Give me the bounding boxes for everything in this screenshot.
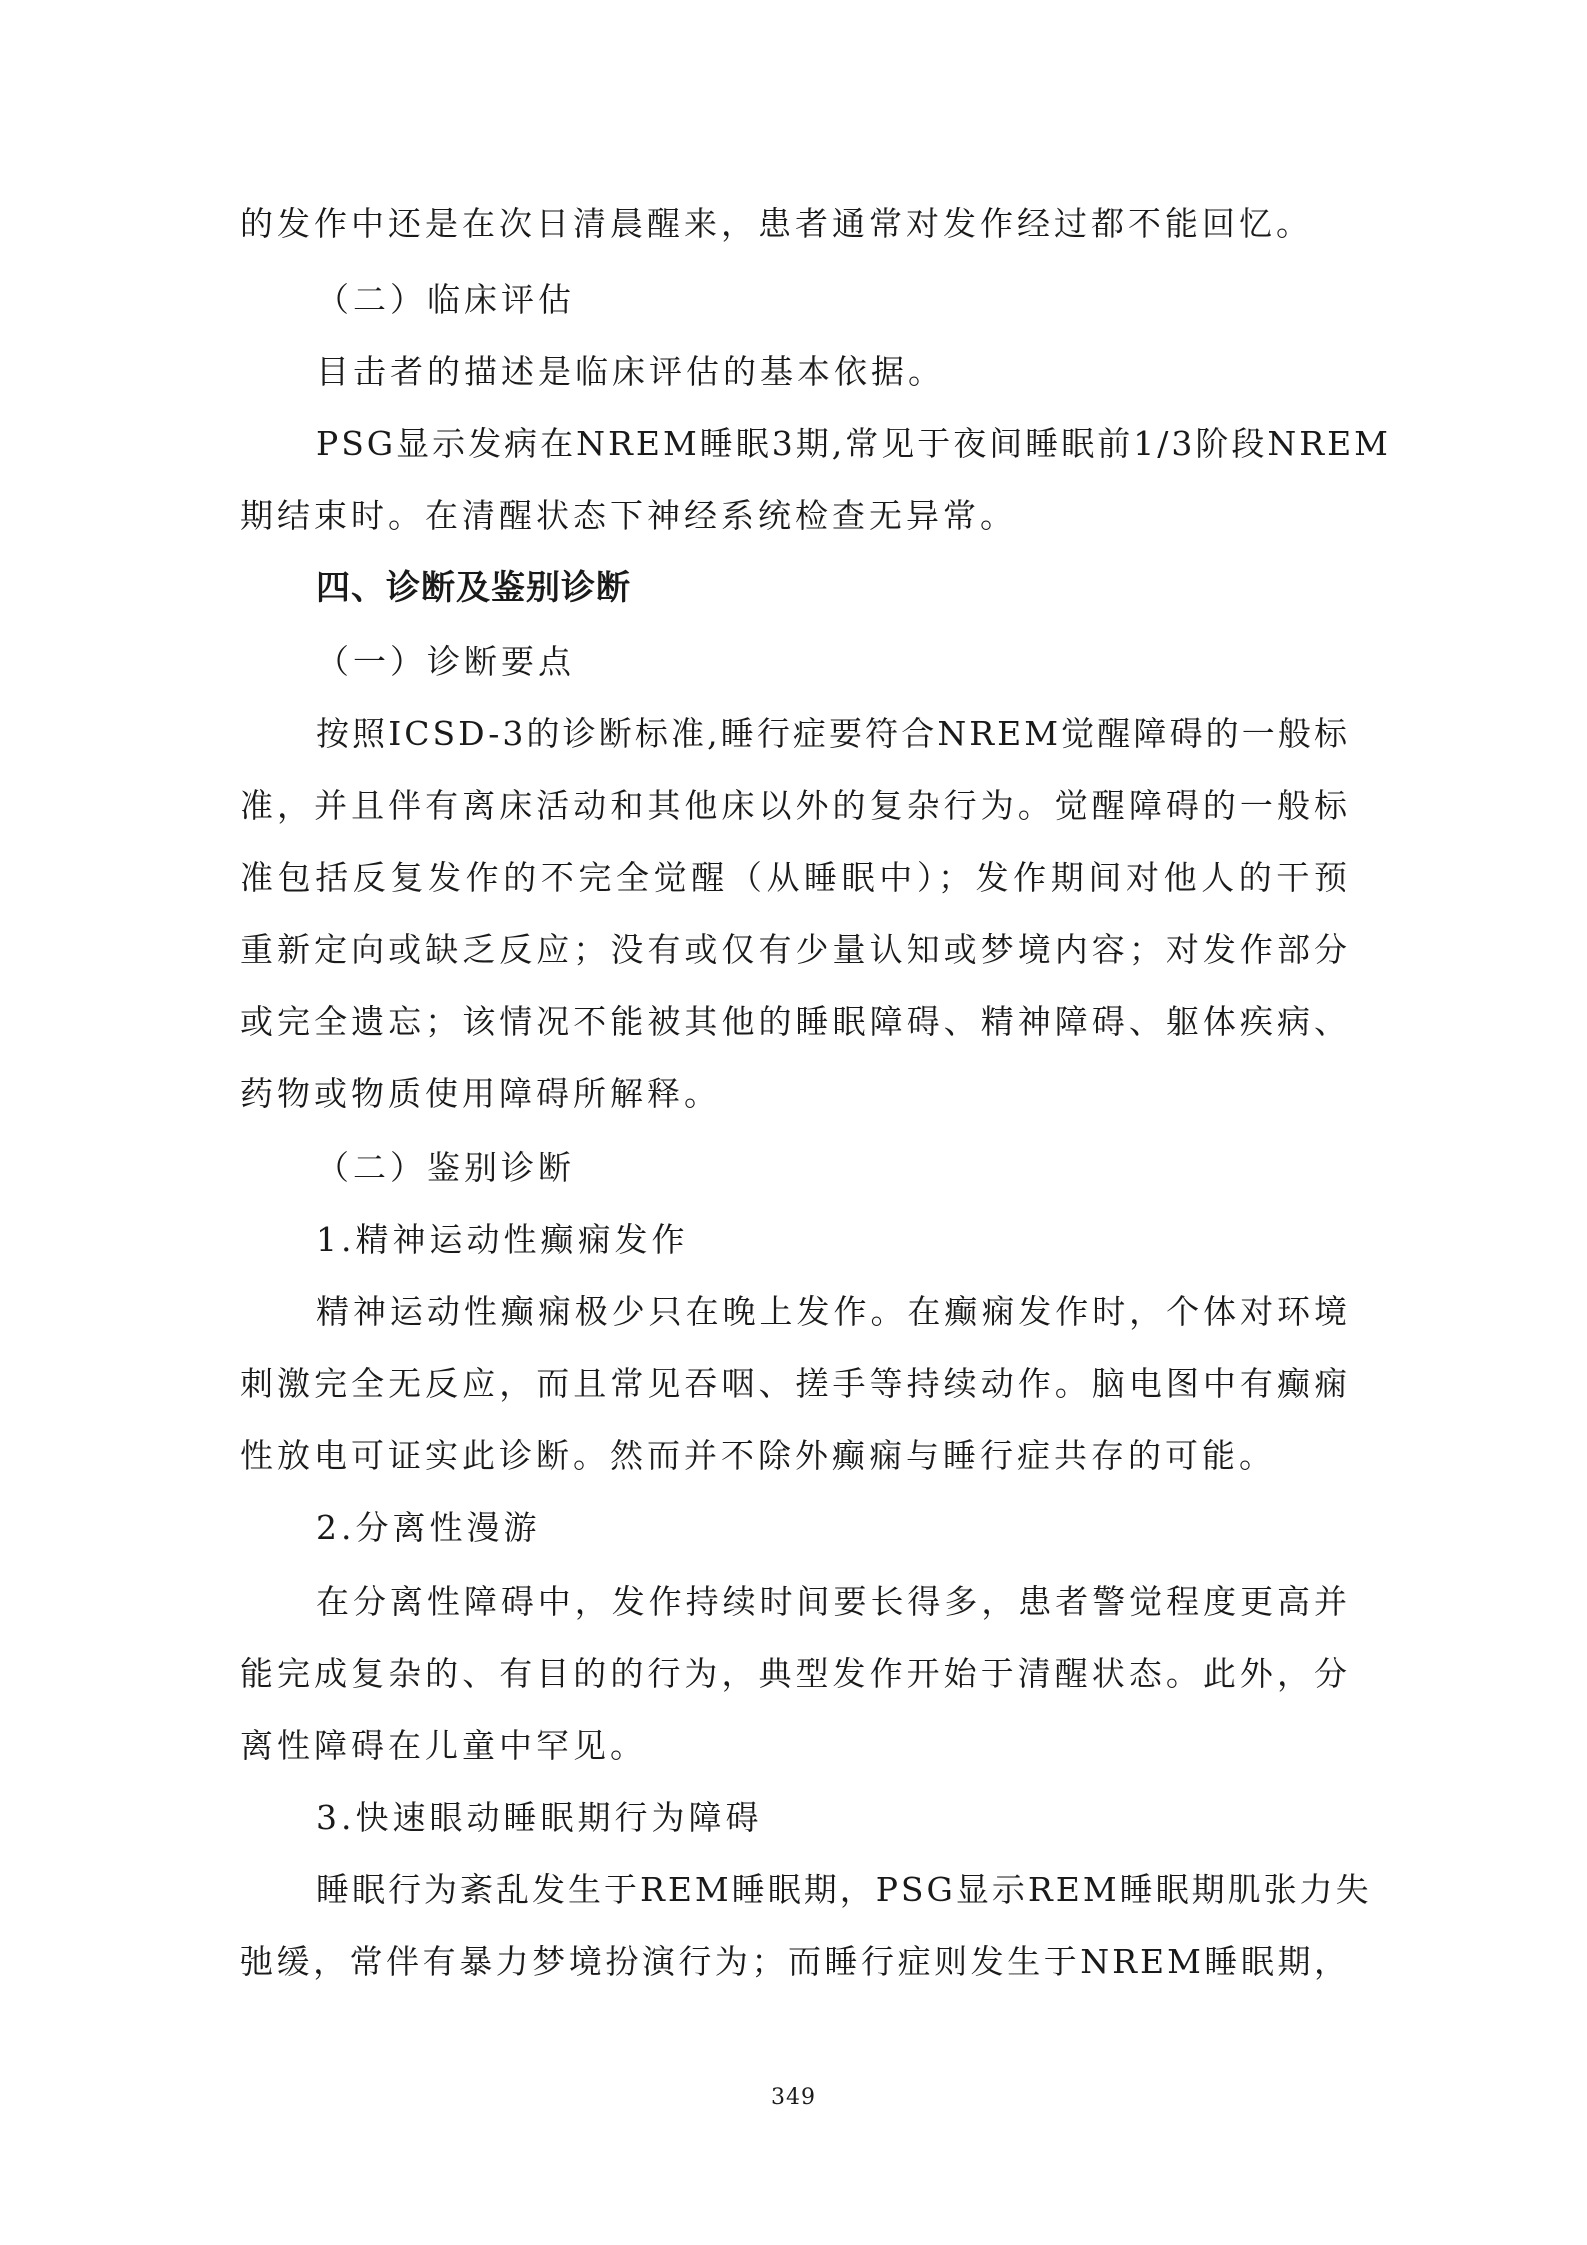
body-line: 在分离性障碍中，发作持续时间要长得多，患者警觉程度更高并 (316, 1582, 1350, 1621)
body-line: 目击者的描述是临床评估的基本依据。 (316, 352, 945, 391)
item-heading: 1.精神运动性癫痫发作 (316, 1220, 689, 1259)
body-line: 能完成复杂的、有目的的行为，典型发作开始于清醒状态。此外，分 (240, 1654, 1350, 1693)
item-heading: 2.分离性漫游 (316, 1508, 541, 1547)
body-line: 睡眠行为紊乱发生于REM睡眠期，PSG显示REM睡眠期肌张力失 (316, 1870, 1372, 1909)
body-line: PSG显示发病在NREM睡眠3期,常见于夜间睡眠前1/3阶段NREM (316, 424, 1391, 463)
body-line: 或完全遗忘；该情况不能被其他的睡眠障碍、精神障碍、躯体疾病、 (240, 1002, 1350, 1041)
subsection-heading: （一）诊断要点 (316, 642, 575, 681)
page-number: 349 (771, 2085, 816, 2110)
body-line: 准，并且伴有离床活动和其他床以外的复杂行为。觉醒障碍的一般标 (240, 786, 1350, 825)
body-line: 离性障碍在儿童中罕见。 (240, 1726, 647, 1765)
subsection-heading: （二）临床评估 (316, 280, 575, 319)
body-line: 准包括反复发作的不完全觉醒（从睡眠中）；发作期间对他人的干预 (240, 858, 1350, 897)
body-line: 性放电可证实此诊断。然而并不除外癫痫与睡行症共存的可能。 (240, 1436, 1276, 1475)
body-line: 精神运动性癫痫极少只在晚上发作。在癫痫发作时，个体对环境 (316, 1292, 1350, 1331)
item-heading: 3.快速眼动睡眠期行为障碍 (316, 1798, 763, 1837)
body-line: 的发作中还是在次日清晨醒来，患者通常对发作经过都不能回忆。 (240, 204, 1313, 243)
subsection-heading: （二）鉴别诊断 (316, 1148, 575, 1187)
section-heading: 四、诊断及鉴别诊断 (316, 568, 631, 608)
body-line: 期结束时。在清醒状态下神经系统检查无异常。 (240, 496, 1017, 535)
body-line: 按照ICSD-3的诊断标准,睡行症要符合NREM觉醒障碍的一般标 (316, 714, 1350, 753)
body-line: 药物或物质使用障碍所解释。 (240, 1074, 721, 1113)
body-line: 刺激完全无反应，而且常见吞咽、搓手等持续动作。脑电图中有癫痫 (240, 1364, 1350, 1403)
body-line: 弛缓，常伴有暴力梦境扮演行为；而睡行症则发生于NREM睡眠期， (240, 1942, 1350, 1981)
body-line: 重新定向或缺乏反应；没有或仅有少量认知或梦境内容；对发作部分 (240, 930, 1350, 969)
